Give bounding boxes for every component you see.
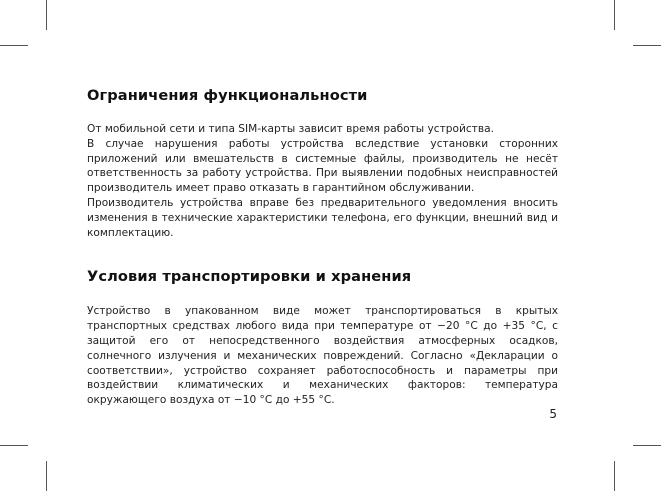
paragraph: Устройство в упакованном виде может транспортироваться в крытых транспортных средствах любого вида при температуре от −20 °C до +35 °C, с защитой его от непосредственного воздействия атмосферных осадков, солнечного излучения и механических повреждений. Согласно «Декларации о соответствии», устройство сохраняет работоспособность и параметры при воздействии климатических и механических факторов: температура окружающего воздуха от −10 °C до +55 °C.	[87, 305, 558, 407]
crop-mark-left-bottom	[0, 445, 28, 446]
crop-mark-top-right	[614, 0, 615, 30]
crop-mark-bottom-left	[46, 461, 47, 491]
crop-mark-right-top	[633, 45, 661, 46]
page-content	[87, 86, 558, 408]
crop-mark-bottom-right	[614, 461, 615, 491]
page-number: 5	[549, 407, 557, 421]
paragraph: От мобильной сети и типа SIM-карты зависит время работы устройства.	[87, 123, 494, 135]
crop-mark-left-top	[0, 45, 28, 46]
section-title-functional-limitations: Ограничения функциональности	[87, 87, 368, 104]
crop-mark-top-left	[46, 0, 47, 30]
section-body-transport-storage	[87, 304, 558, 408]
paragraph: Производитель устройства вправе без предварительного уведомления вносить изменения в технические характеристики телефона, его функции, внешний вид и комплектацию.	[87, 196, 558, 239]
crop-mark-right-bottom	[633, 445, 661, 446]
paragraph: В случае нарушения работы устройства вследствие установки сторонних приложений или вмешательств в системные файлы, производитель не несёт ответственность за работу устройства. При выявлении подобных неисправностей производитель имеет право отказать в гарантийном обслуживании.	[87, 137, 558, 195]
section-title-transport-storage: Условия транспортировки и хранения	[87, 268, 412, 286]
section-body-functional-limitations	[87, 122, 558, 240]
